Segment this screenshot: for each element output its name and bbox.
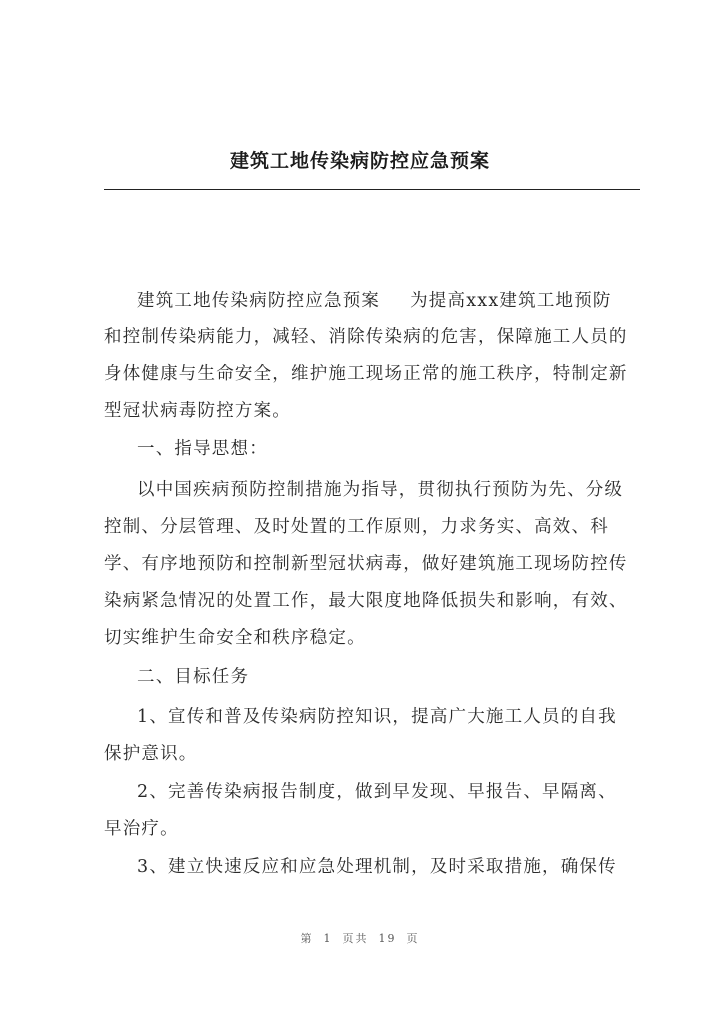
title-divider: [104, 189, 640, 190]
page-label-prefix: 第: [300, 932, 314, 945]
paragraph-line: [137, 287, 677, 312]
section-heading: 二、目标任务: [137, 667, 250, 687]
paragraph-line: 以中国疾病预防控制措施为指导，贯彻执行预防为先、分级: [137, 480, 624, 500]
list-item-line: 3、建立快速反应和应急处理机制，及时采取措施，确保传: [137, 857, 617, 877]
list-item-line: 1、宣传和普及传染病防控知识，提高广大施工人员的自我: [137, 707, 617, 727]
page-footer: [0, 930, 720, 946]
current-page-number: 1: [323, 932, 333, 945]
section-heading: 一、指导思想：: [137, 439, 268, 459]
list-item-line: 早治疗。: [104, 819, 179, 839]
inline-title: 建筑工地传染病防控应急预案: [137, 291, 381, 311]
document-title: 建筑工地传染病防控应急预案: [229, 150, 490, 172]
paragraph-line: 切实维护生命安全和秩序稳定。: [104, 628, 366, 648]
paragraph-line: 身体健康与生命安全，维护施工现场正常的施工秩序，特制定新: [104, 364, 628, 384]
paragraph-line: 学、有序地预防和控制新型冠状病毒，做好建筑施工现场防控传: [104, 554, 628, 574]
total-pages-number: 19: [378, 932, 397, 945]
list-item-line: 2、完善传染病报告制度，做到早发现、早报告、早隔离、: [137, 782, 617, 802]
paragraph-line: 和控制传染病能力，减轻、消除传染病的危害，保障施工人员的: [104, 327, 628, 347]
page-label-suffix: 页: [406, 932, 420, 945]
list-item-line: 保护意识。: [104, 744, 198, 764]
intro-text: 为提高xxx建筑工地预防: [410, 291, 612, 311]
page-label-middle: 页共: [342, 932, 369, 945]
paragraph-line: 控制、分层管理、及时处置的工作原则，力求务实、高效、科: [104, 517, 609, 537]
paragraph-line: 染病紧急情况的处置工作，最大限度地降低损失和影响，有效、: [104, 591, 628, 611]
paragraph-line: 型冠状病毒防控方案。: [104, 401, 291, 421]
